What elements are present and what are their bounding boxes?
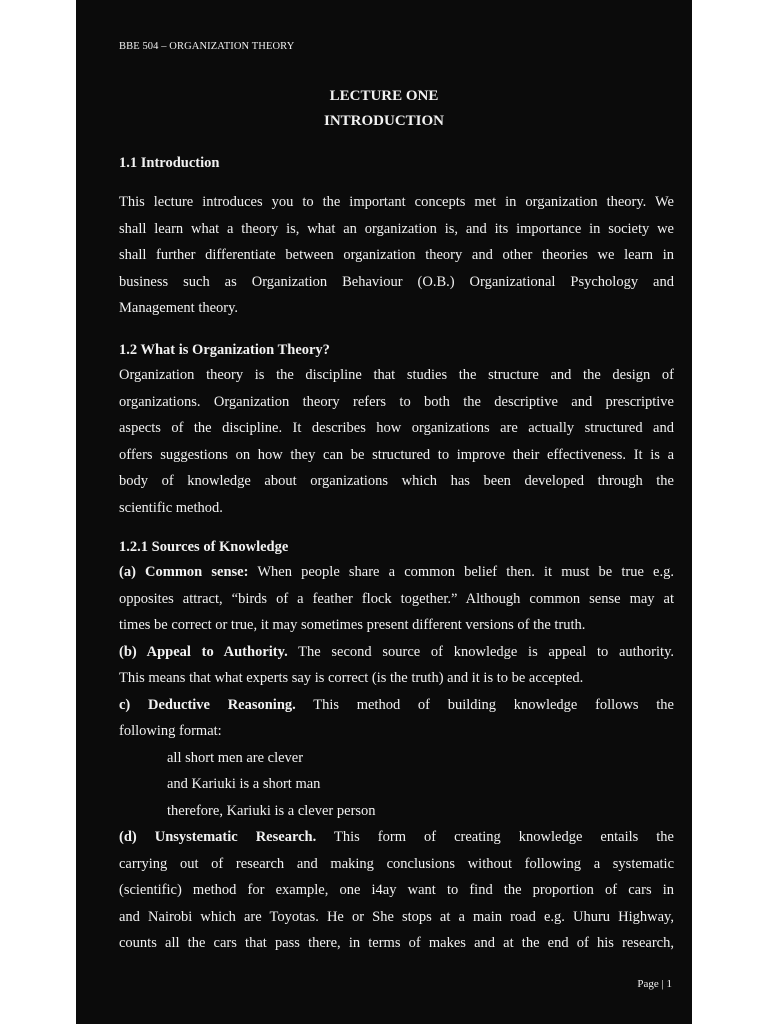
- sources-of-knowledge-body: [119, 559, 674, 957]
- paragraph-line: opposites attract, “birds of a feather flock together.” Although common sense may at: [119, 590, 674, 607]
- running-header: BBE 504 – ORGANIZATION THEORY: [119, 41, 295, 52]
- deductive-reasoning-lead: c) Deductive Reasoning.: [119, 696, 296, 713]
- page-number-footer: Page | 1: [637, 978, 672, 990]
- paragraph-line: This means that what experts say is correct (is the truth) and it is to be accepted.: [119, 670, 584, 686]
- section-heading-introduction: 1.1 Introduction: [119, 155, 220, 171]
- common-sense-lead: (a) Common sense:: [119, 564, 249, 580]
- section-heading-sources-of-knowledge: 1.2.1 Sources of Knowledge: [119, 539, 289, 555]
- paragraph-line: times be correct or true, it may sometimes present different versions of the truth.: [119, 617, 586, 633]
- deductive-reasoning-text: This method of building knowledge follows the: [295, 696, 674, 713]
- paragraph-line: offers suggestions on how they can be structured to improve their effectiveness. It is a: [119, 446, 674, 463]
- paragraph-line: organizations. Organization theory refers to both the descriptive and prescriptive: [119, 393, 674, 410]
- paragraph-line: (scientific) method for example, one i4ay want to find the proportion of cars in: [119, 882, 674, 898]
- paragraph-line: and Nairobi which are Toyotas. He or She stops at a main road e.g. Uhuru Highway,: [119, 908, 674, 925]
- syllogism-line: all short men are clever: [167, 749, 304, 766]
- paragraph-line: scientific method.: [119, 499, 223, 516]
- syllogism-line: and Kariuki is a short man: [167, 776, 321, 792]
- unsystematic-research-line: [119, 824, 674, 851]
- introduction-paragraph: [119, 189, 674, 322]
- paragraph-line: shall learn what a theory is, what an organization is, and its importance in society we: [119, 220, 674, 237]
- paragraph-line: Management theory.: [119, 300, 239, 316]
- paragraph-line: Organization theory is the discipline that studies the structure and the design of: [119, 367, 674, 383]
- paragraph-line: counts all the cars that pass there, in terms of makes and at the end of his research,: [119, 935, 674, 951]
- deductive-reasoning-line: [119, 692, 674, 719]
- paragraph-line: shall further differentiate between organization theory and other theories we learn in: [119, 247, 674, 263]
- paragraph-line: business such as Organization Behaviour (O.B.) Organizational Psychology and: [119, 273, 674, 290]
- common-sense-text: When people share a common belief then. it must be true e.g.: [248, 564, 674, 580]
- appeal-to-authority-lead: (b) Appeal to Authority.: [119, 643, 288, 660]
- section-heading-what-is-organization-theory: 1.2 What is Organization Theory?: [119, 342, 330, 358]
- lecture-number-title: LECTURE ONE: [329, 88, 439, 104]
- paragraph-line: following format:: [119, 723, 222, 739]
- document-page: [76, 0, 692, 1024]
- paragraph-line: body of knowledge about organizations which has been developed through the: [119, 473, 674, 489]
- appeal-to-authority-line: [119, 639, 674, 666]
- lecture-topic-title: INTRODUCTION: [323, 113, 444, 129]
- paragraph-line: carrying out of research and making conclusions without following a systematic: [119, 855, 674, 872]
- organization-theory-paragraph: [119, 362, 674, 521]
- unsystematic-research-text: This form of creating knowledge entails the: [316, 829, 674, 845]
- unsystematic-research-lead: (d) Unsystematic Research.: [119, 829, 317, 845]
- syllogism-line: therefore, Kariuki is a clever person: [167, 802, 376, 819]
- common-sense-line: [119, 559, 674, 586]
- appeal-to-authority-text: The second source of knowledge is appeal to authority.: [287, 643, 674, 660]
- paragraph-line: This lecture introduces you to the important concepts met in organization theory. We: [119, 194, 674, 210]
- paragraph-line: aspects of the discipline. It describes how organizations are actually structured and: [119, 420, 674, 436]
